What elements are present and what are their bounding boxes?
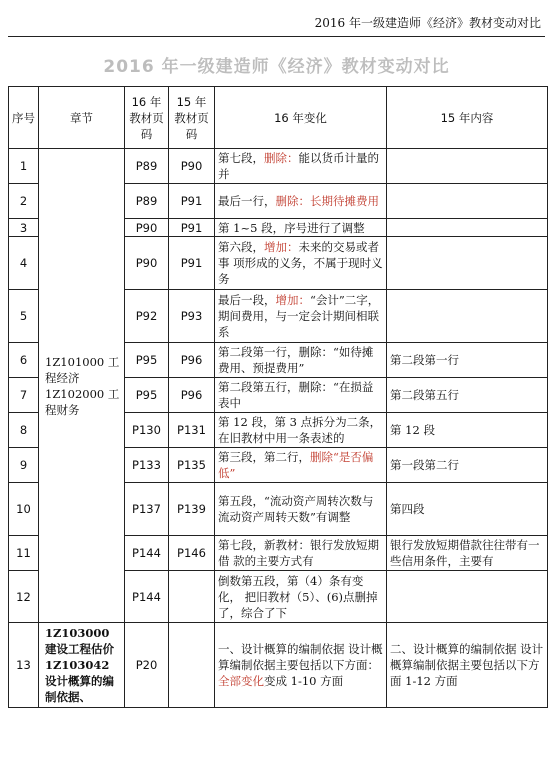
change-2016	[215, 290, 387, 343]
change-text: 变成 1-10 方面	[264, 674, 344, 688]
change-text: “会计”二字， 期间费用，与一定会计期间相联系	[218, 293, 380, 339]
change-text: 未来的交易或者事 项形成的义务，不属于现时义务	[218, 240, 383, 286]
content-2015	[387, 571, 548, 623]
change-2016	[215, 219, 387, 237]
content-2015: 第 12 段	[387, 413, 548, 448]
change-2016	[215, 378, 387, 413]
table-row	[9, 149, 548, 184]
page-2016: P130	[125, 413, 169, 448]
change-2016	[215, 413, 387, 448]
change-text: 第二段第五行，删除：“在损益表中	[218, 380, 374, 410]
col-header-change16: 16 年变化	[215, 87, 387, 149]
row-index: 3	[9, 219, 39, 237]
page-2015: P139	[169, 483, 215, 536]
page-2016: P90	[125, 237, 169, 290]
col-header-page15: 15 年教材页码	[169, 87, 215, 149]
row-index: 6	[9, 343, 39, 378]
row-index: 12	[9, 571, 39, 623]
change-text: 第 1~5 段，序号进行了调整	[218, 220, 365, 235]
change-text: 第七段，	[218, 151, 264, 165]
change-2016	[215, 483, 387, 536]
content-2015: 第四段	[387, 483, 548, 536]
change-text: 第五段，“流动资产周转次数与流动资产周转天数”有调整	[218, 494, 374, 524]
col-header-index: 序号	[9, 87, 39, 149]
document-title: 2016 年一级建造师《经济》教材变动对比	[103, 57, 450, 77]
table-body	[9, 149, 548, 708]
change-highlight: 全部变化	[218, 674, 264, 688]
change-text: 一、设计概算的编制依据 设计概算编制依据主要包括以下方面：	[218, 642, 383, 672]
change-2016	[215, 571, 387, 623]
content-2015: 银行发放短期借款往往带有一些信用条件，主要有	[387, 536, 548, 571]
change-highlight: 删除：	[264, 151, 299, 165]
change-highlight: 增加：	[275, 293, 310, 307]
row-index: 10	[9, 483, 39, 536]
content-2015: 第二段第五行	[387, 378, 548, 413]
content-2015: 第一段第二行	[387, 448, 548, 483]
page-2015	[169, 623, 215, 708]
change-text: 第七段，新教材：银行发放短期借 款的主要方式有	[218, 538, 379, 568]
page-2015: P96	[169, 378, 215, 413]
page-2015: P91	[169, 219, 215, 237]
change-highlight: 删除“是否偏低”	[218, 450, 374, 480]
col-header-chapter: 章节	[39, 87, 125, 149]
row-index: 13	[9, 623, 39, 708]
row-index: 8	[9, 413, 39, 448]
col-header-page16: 16 年教材页码	[125, 87, 169, 149]
change-2016	[215, 448, 387, 483]
page-2015: P146	[169, 536, 215, 571]
page-2016: P95	[125, 378, 169, 413]
content-2015	[387, 237, 548, 290]
chapter-cell: 1Z101000 工程经济 1Z102000 工程财务	[39, 149, 125, 623]
change-2016	[215, 623, 387, 708]
row-index: 7	[9, 378, 39, 413]
header-divider	[8, 36, 545, 37]
page-2015: P91	[169, 237, 215, 290]
change-highlight: 增加：	[264, 240, 299, 254]
page-2016: P144	[125, 536, 169, 571]
page-2015: P96	[169, 343, 215, 378]
change-highlight: 删除：长期待摊费用	[275, 194, 379, 208]
row-index: 9	[9, 448, 39, 483]
page-2016: P20	[125, 623, 169, 708]
page-2016: P133	[125, 448, 169, 483]
change-text: 第六段，	[218, 240, 264, 254]
change-text: 第二段第一行，删除：“如待摊费用、预提费用”	[218, 345, 374, 375]
change-2016	[215, 237, 387, 290]
change-text: 最后一行，	[218, 194, 276, 208]
row-index: 11	[9, 536, 39, 571]
change-2016	[215, 149, 387, 184]
row-index: 4	[9, 237, 39, 290]
page-2016: P89	[125, 149, 169, 184]
change-2016	[215, 343, 387, 378]
running-header: 2016 年一级建造师《经济》教材变动对比	[314, 16, 541, 30]
content-2015: 二、设计概算的编制依据 设计概算编制依据主要包括以下方面 1-12 方面	[387, 623, 548, 708]
content-2015: 第二段第一行	[387, 343, 548, 378]
change-text: 倒数第五段，第（4）条有变化， 把旧教材（5）、(6)点删掉了，综合了下	[218, 573, 378, 620]
page-2016: P137	[125, 483, 169, 536]
row-index: 2	[9, 184, 39, 219]
page-2015: P91	[169, 184, 215, 219]
content-2015	[387, 184, 548, 219]
table-header-row	[9, 87, 548, 149]
page-2016: P144	[125, 571, 169, 623]
content-2015	[387, 149, 548, 184]
row-index: 5	[9, 290, 39, 343]
row-index: 1	[9, 149, 39, 184]
chapter-cell: 1Z103000 建设工程估价 1Z103042 设计概算的编制依据、	[39, 623, 125, 708]
change-text: 第三段，第二行，	[218, 450, 310, 464]
page-2016: P89	[125, 184, 169, 219]
page-2015: P135	[169, 448, 215, 483]
col-header-content15: 15 年内容	[387, 87, 548, 149]
page-2016: P90	[125, 219, 169, 237]
content-2015	[387, 219, 548, 237]
page-2016: P95	[125, 343, 169, 378]
table-row	[9, 623, 548, 708]
change-2016	[215, 184, 387, 219]
page-2016: P92	[125, 290, 169, 343]
content-2015	[387, 290, 548, 343]
change-text: 第 12 段，第 3 点拆分为二条，在旧教材中用一条表述的	[218, 415, 382, 445]
comparison-table	[8, 86, 548, 708]
change-text: 能以货币计量的并	[218, 151, 379, 181]
change-2016	[215, 536, 387, 571]
change-text: 最后一段，	[218, 293, 276, 307]
page-2015: P90	[169, 149, 215, 184]
page-2015: P131	[169, 413, 215, 448]
page-2015: P93	[169, 290, 215, 343]
page-2015	[169, 571, 215, 623]
